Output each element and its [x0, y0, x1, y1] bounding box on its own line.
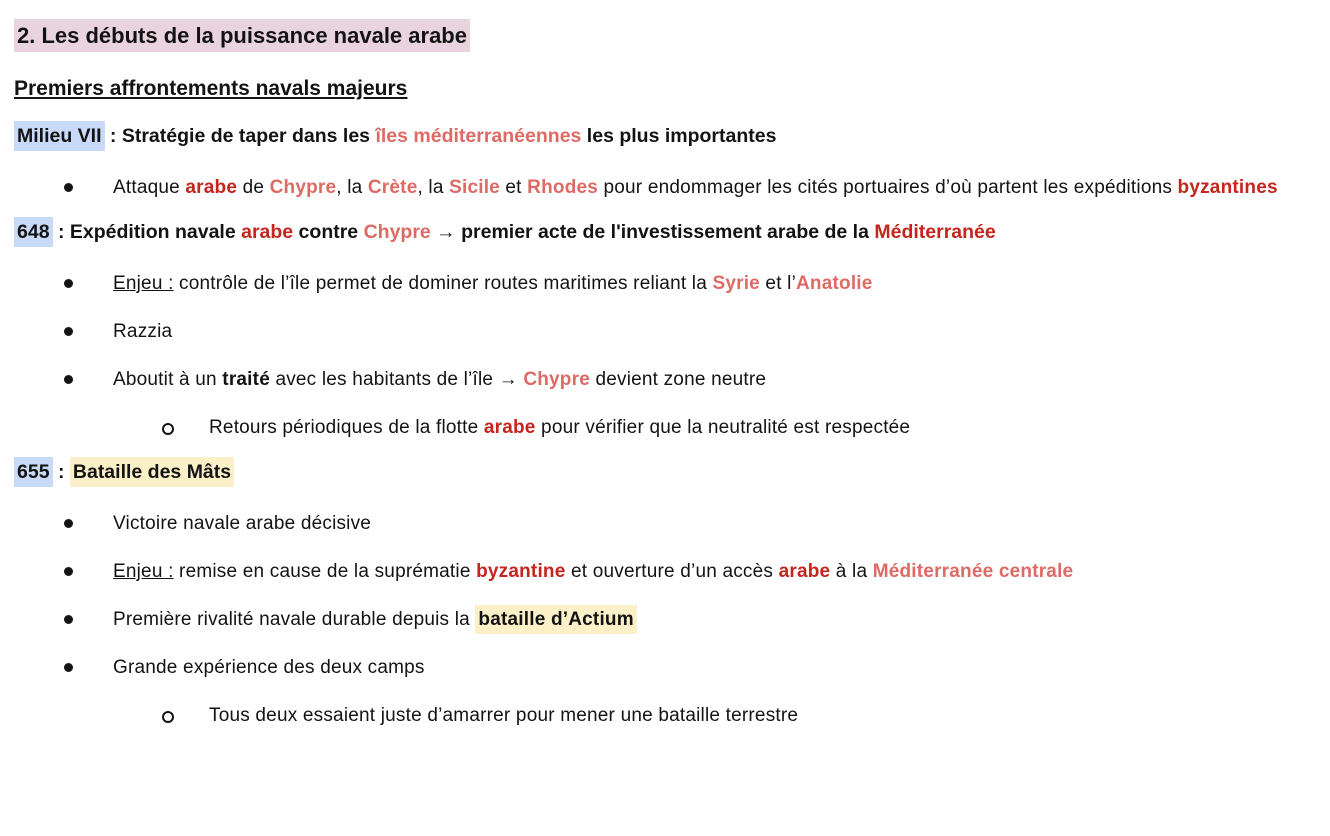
text-run: Chypre: [523, 369, 590, 390]
text-run: et: [499, 177, 528, 198]
text-run: Sicile: [449, 177, 500, 198]
paragraph-648: [14, 217, 1302, 248]
text-run: bataille d’Actium: [475, 605, 636, 634]
text-run: Milieu VII: [14, 121, 105, 151]
text-run: avec les habitants de l’île: [269, 369, 499, 390]
bullet-disc-icon: [64, 183, 73, 192]
bullet-rivalite: [14, 601, 1302, 638]
text-run: Chypre: [269, 177, 337, 198]
text-run: de: [237, 177, 270, 198]
bullet-disc-icon: [64, 567, 73, 576]
text-run: Aboutit à un: [113, 369, 223, 390]
text-run: Rhodes: [527, 177, 599, 198]
text-run: Chypre: [363, 221, 431, 243]
text-run: , la: [336, 177, 368, 198]
text-run: îles méditerranéennes: [375, 125, 582, 147]
bullet-attaque-arabe: [14, 169, 1302, 206]
text-run: Attaque: [113, 177, 186, 198]
text-run: Bataille des Mâts: [70, 457, 234, 487]
paragraph-655: [14, 457, 1302, 488]
text-run: pour vérifier que la neutralité est respectée: [535, 417, 911, 438]
text-run: Enjeu :: [113, 561, 174, 582]
text-run: Grande expérience des deux camps: [113, 657, 425, 678]
bullet-circle-icon: [162, 711, 174, 723]
bullet-disc-icon: [64, 519, 73, 528]
text-run: Razzia: [113, 321, 173, 342]
text-run: à la: [830, 561, 873, 582]
text-run: →: [498, 369, 518, 390]
text-run: byzantine: [476, 561, 566, 582]
text-run: pour endommager les cités portuaires d’où partent les expéditions: [598, 177, 1178, 198]
text-run: et l’: [759, 273, 796, 294]
bullet-disc-icon: [64, 327, 73, 336]
text-run: contrôle de l’île permet de dominer routes maritimes reliant la: [173, 273, 713, 294]
text-run: Enjeu :: [113, 273, 174, 294]
bullet-circle-icon: [162, 423, 174, 435]
text-run: arabe: [483, 417, 536, 438]
text-run: Syrie: [712, 273, 760, 294]
text-run: devient zone neutre: [589, 369, 767, 390]
subsection-heading: [14, 74, 1302, 104]
bullet-enjeu-648: [14, 265, 1302, 302]
text-run: les plus importantes: [581, 125, 777, 147]
bullet-experience: [14, 649, 1302, 686]
text-run: Méditerranée: [874, 221, 996, 243]
text-run: :: [52, 461, 70, 483]
text-run: byzantines: [1177, 177, 1278, 198]
text-run: arabe: [185, 177, 238, 198]
bullet-victoire: [14, 505, 1302, 542]
bullet-disc-icon: [64, 663, 73, 672]
text-run: contre: [293, 221, 364, 243]
text-run: arabe: [241, 221, 294, 243]
text-run: , la: [417, 177, 450, 198]
text-run: remise en cause de la suprématie: [173, 561, 477, 582]
text-run: → premier acte de l'investissement arabe de la: [430, 221, 875, 243]
text-run: traité: [222, 369, 270, 390]
text-run: Premiers affrontements navals majeurs: [14, 77, 408, 100]
bullet-disc-icon: [64, 279, 73, 288]
bullet-disc-icon: [64, 375, 73, 384]
text-run: 648: [14, 217, 53, 247]
text-run: Retours périodiques de la flotte: [209, 417, 484, 438]
text-run: et ouverture d’un accès: [565, 561, 779, 582]
text-run: arabe: [778, 561, 831, 582]
section-heading: [14, 20, 1302, 52]
text-run: 655: [14, 457, 53, 487]
bullet-enjeu-655: [14, 553, 1302, 590]
text-run: Méditerranée centrale: [872, 561, 1074, 582]
bullet-disc-icon: [64, 615, 73, 624]
text-run: Crète: [367, 177, 418, 198]
bullet-razzia: [14, 313, 1302, 350]
text-run: 2. Les débuts de la puissance navale arabe: [14, 19, 470, 52]
text-run: Première rivalité navale durable depuis la: [113, 609, 476, 630]
text-run: : Stratégie de taper dans les: [104, 125, 376, 147]
text-run: Tous deux essaient juste d’amarrer pour mener une bataille terrestre: [209, 705, 799, 726]
bullet-traite: [14, 361, 1302, 398]
bullet-amarrer: [14, 697, 1302, 734]
paragraph-milieu-vii: [14, 121, 1302, 152]
text-run: Victoire navale arabe décisive: [113, 513, 372, 534]
text-run: Anatolie: [796, 273, 873, 294]
bullet-retours-flotte: [14, 409, 1302, 446]
text-run: : Expédition navale: [52, 221, 242, 243]
